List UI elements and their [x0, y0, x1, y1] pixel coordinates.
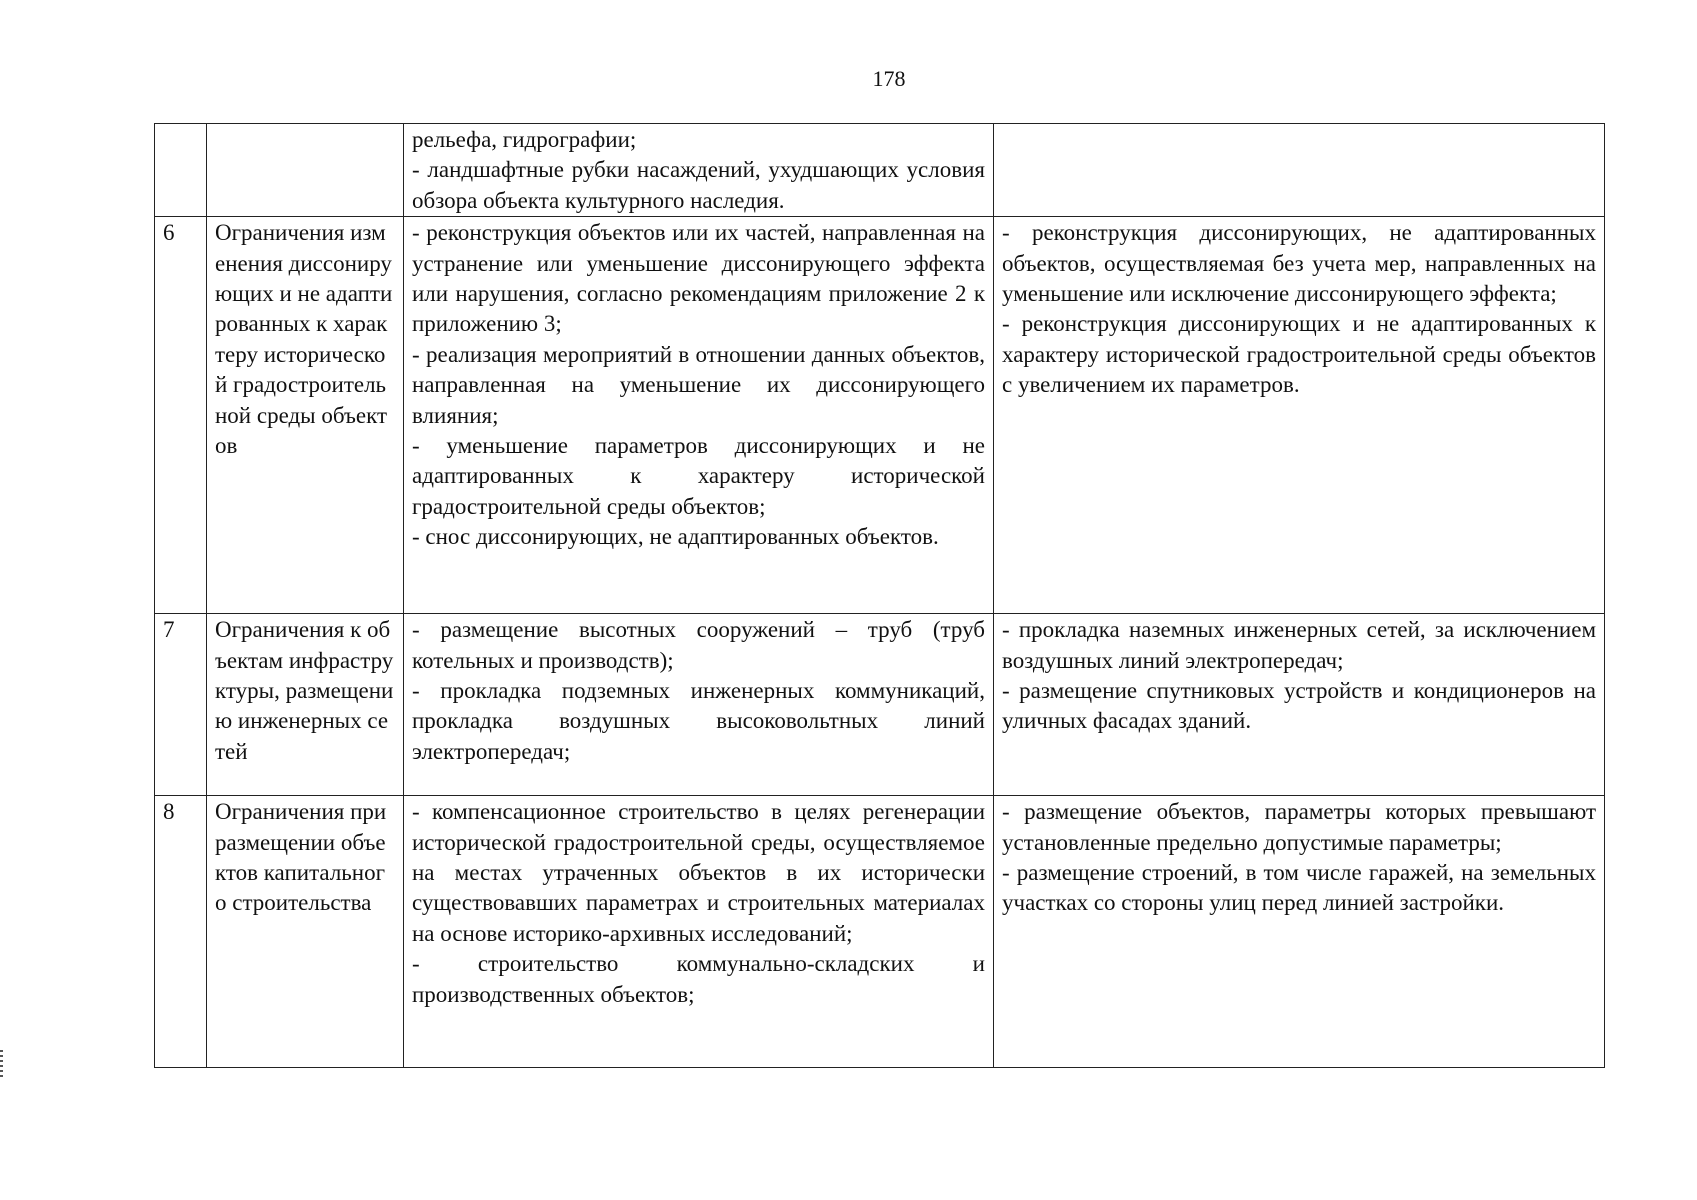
forbidden-actions	[994, 796, 1605, 1068]
forbidden-item: - размещение строений, в том числе гаражей, на земельных участках со стороны улиц перед линией застройки.	[1002, 860, 1596, 916]
table-row	[155, 796, 1605, 1068]
restriction-name: Ограничения изменения диссонирующих и не адаптированных к характеру исторической градостроительной среды объектов	[207, 217, 404, 614]
restriction-name: Ограничения к объектам инфраструктуры, размещению инженерных сетей	[207, 614, 404, 796]
allowed-item: - строительство коммунально-складских и производственных объектов;	[412, 951, 985, 1007]
table-row	[155, 124, 1605, 217]
row-number: 7	[155, 614, 207, 796]
table-row	[155, 217, 1605, 614]
allowed-item: - размещение высотных сооружений – труб (труб котельных и производств);	[412, 617, 985, 673]
table-body	[155, 124, 1605, 1068]
forbidden-actions	[994, 124, 1605, 217]
allowed-actions	[404, 217, 994, 614]
row-number: 8	[155, 796, 207, 1068]
allowed-actions	[404, 796, 994, 1068]
allowed-item: - компенсационное строительство в целях регенерации исторической градостроительной среды, осуществляемое на местах утраченных объектов в их исторически существовавших параметрах и строительных материалах на основе историко-архивных исследований;	[412, 799, 985, 946]
restrictions-table	[154, 123, 1605, 1068]
forbidden-item: - размещение объектов, параметры которых превышают установленные предельно допустимые параметры;	[1002, 799, 1596, 855]
table-row	[155, 614, 1605, 796]
allowed-item: рельефа, гидрографии;	[412, 127, 637, 152]
restriction-name: Ограничения при размещении объектов капитального строительства	[207, 796, 404, 1068]
allowed-actions	[404, 124, 994, 217]
forbidden-actions	[994, 614, 1605, 796]
restriction-name	[207, 124, 404, 217]
allowed-actions	[404, 614, 994, 796]
scan-edge-marks	[0, 1050, 4, 1080]
allowed-item: - уменьшение параметров диссонирующих и не адаптированных к характеру исторической градостроительной среды объектов;	[412, 433, 985, 519]
row-number	[155, 124, 207, 217]
row-number: 6	[155, 217, 207, 614]
allowed-item: - ландшафтные рубки насаждений, ухудшающих условия обзора объекта культурного наследия.	[412, 157, 985, 213]
forbidden-item: - реконструкция диссонирующих и не адаптированных к характеру исторической градостроительной среды объектов с увеличением их параметров.	[1002, 311, 1596, 398]
allowed-item: - прокладка подземных инженерных коммуникаций, прокладка воздушных высоковольтных линий электропередач;	[412, 678, 985, 764]
forbidden-item: - прокладка наземных инженерных сетей, за исключением воздушных линий электропередач;	[1002, 617, 1596, 673]
forbidden-actions	[994, 217, 1605, 614]
allowed-item: - реконструкция объектов или их частей, направленная на устранение или уменьшение диссонирующего эффекта или нарушения, согласно рекомендациям приложение 2 к приложению 3;	[412, 220, 985, 337]
page-number: 178	[872, 66, 906, 91]
forbidden-item: - реконструкция диссонирующих, не адаптированных объектов, осуществляемая без учета мер, направленных на уменьшение или исключение диссонирующего эффекта;	[1002, 220, 1596, 307]
allowed-item: - снос диссонирующих, не адаптированных объектов.	[412, 524, 939, 550]
forbidden-item: - размещение спутниковых устройств и кондиционеров на уличных фасадах зданий.	[1002, 678, 1596, 734]
allowed-item: - реализация мероприятий в отношении данных объектов, направленная на уменьшение их диссонирующего влияния;	[412, 341, 985, 428]
